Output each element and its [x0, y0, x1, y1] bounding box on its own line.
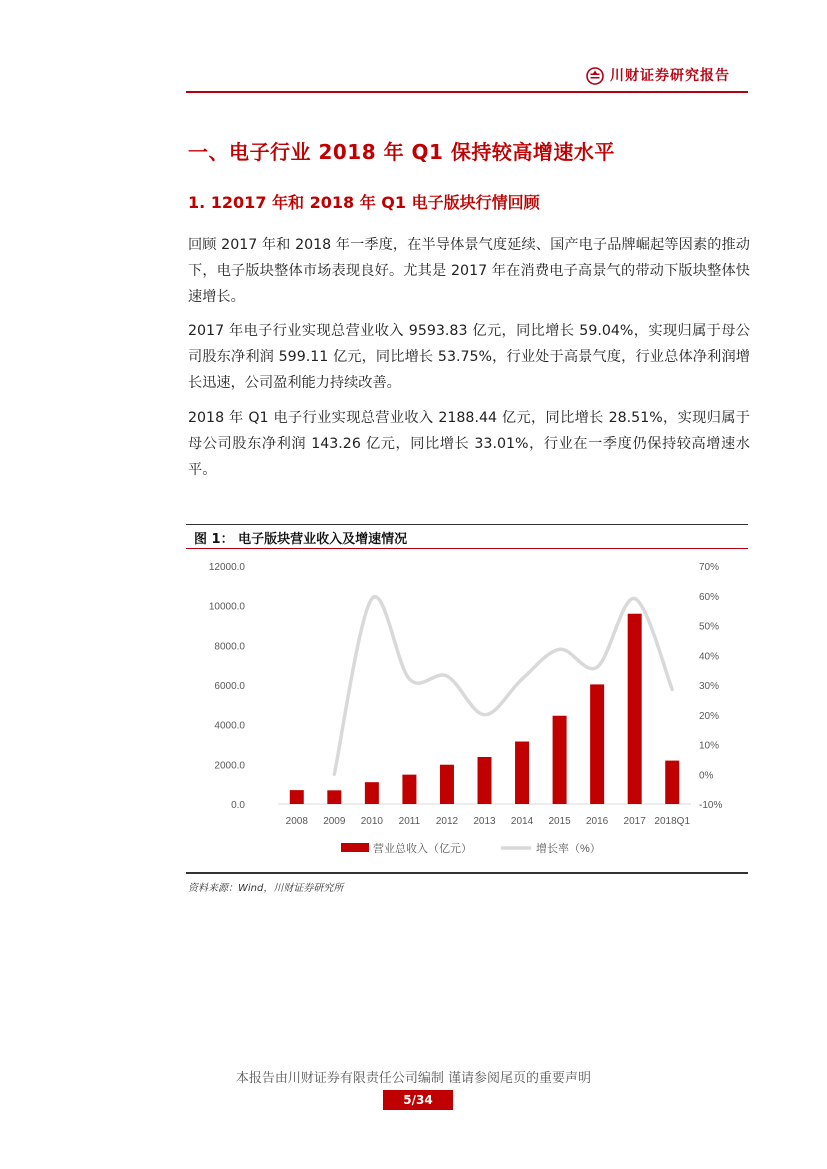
x-tick-label: 2017	[623, 816, 646, 827]
subsection-title: 1. 12017 年和 2018 年 Q1 电子版块行情回顾	[188, 193, 540, 212]
y-left-tick-label: 8000.0	[214, 641, 245, 653]
x-tick-label: 2012	[435, 816, 459, 827]
figure-bottom-rule	[186, 872, 748, 874]
section-title: 一、电子行业 2018 年 Q1 保持较高增速水平	[188, 140, 615, 164]
revenue-bar	[402, 775, 416, 804]
revenue-bar	[478, 757, 492, 804]
y-left-tick-label: 4000.0	[214, 720, 245, 732]
revenue-bar	[665, 761, 679, 804]
revenue-growth-chart	[186, 552, 748, 868]
revenue-bar	[515, 742, 529, 804]
x-tick-label: 2016	[586, 816, 609, 827]
figure-title-underline	[186, 548, 748, 550]
y-right-tick-label: 20%	[699, 710, 720, 722]
y-left-tick-label: 2000.0	[214, 760, 245, 772]
x-tick-label: 2011	[398, 816, 421, 827]
revenue-bar	[628, 614, 642, 804]
y-right-tick-label: 50%	[699, 621, 720, 633]
x-tick-label: 2014	[510, 816, 534, 827]
legend-swatch-revenue	[341, 843, 369, 852]
revenue-bar	[365, 782, 379, 804]
revenue-bar	[327, 790, 341, 804]
x-tick-label: 2015	[548, 816, 571, 827]
brand-name: 川财证券研究报告	[610, 68, 730, 84]
figure-title-bar	[186, 524, 748, 549]
y-right-tick-label: 60%	[699, 591, 720, 603]
x-tick-label: 2013	[473, 816, 496, 827]
y-left-tick-label: 0.0	[231, 800, 245, 811]
paragraph-1: 回顾 2017 年和 2018 年一季度，在半导体景气度延续、国产电子品牌崛起等因素的推动下，电子版块整体市场表现良好。尤其是 2017 年在消费电子高景气的带动下版块整体快速增长。	[188, 237, 750, 305]
footer-disclaimer: 本报告由川财证券有限责任公司编制 谨请参阅尾页的重要声明	[235, 1071, 592, 1086]
report-header	[186, 62, 748, 94]
y-right-tick-label: 0%	[699, 770, 714, 782]
revenue-bar	[290, 790, 304, 804]
x-tick-label: 2009	[323, 816, 346, 827]
paragraph-2: 2017 年电子行业实现总营业收入 9593.83 亿元，同比增长 59.04%，实现归属于母公司股东净利润 599.11 亿元，同比增长 53.75%，行业处于高景气度，行业总体净利润增长迅速，公司盈利能力持续改善。	[188, 323, 750, 391]
y-right-tick-label: 30%	[699, 681, 720, 692]
company-logo-icon	[586, 67, 604, 85]
legend-label-revenue: 营业总收入（亿元）	[373, 843, 472, 855]
y-right-tick-label: 40%	[699, 651, 720, 663]
y-right-tick-label: -10%	[699, 800, 723, 811]
revenue-bar	[440, 765, 454, 804]
figure-source: 资料来源：Wind，川财证券研究所	[188, 883, 344, 894]
x-tick-label: 2018Q1	[654, 816, 691, 827]
y-left-tick-label: 10000.0	[208, 601, 245, 613]
x-tick-label: 2008	[285, 816, 308, 827]
header-rule	[186, 91, 748, 93]
x-tick-label: 2010	[360, 816, 383, 827]
y-right-tick-label: 10%	[699, 740, 720, 752]
y-left-tick-label: 12000.0	[208, 562, 245, 573]
figure-title: 图 1： 电子版块营业收入及增速情况	[194, 532, 408, 547]
paragraph-3: 2018 年 Q1 电子行业实现总营业收入 2188.44 亿元，同比增长 28.51%，实现归属于母公司股东净利润 143.26 亿元，同比增长 33.01%，行业在一季度仍保持较高增速水平。	[188, 410, 750, 478]
revenue-bar	[590, 684, 604, 804]
page-number: 5/34	[383, 1090, 453, 1110]
revenue-bar	[553, 716, 567, 804]
growth-rate-line	[334, 597, 672, 775]
legend-label-growth: 增长率（%）	[536, 843, 601, 855]
y-right-tick-label: 70%	[699, 562, 720, 573]
y-left-tick-label: 6000.0	[214, 681, 245, 692]
